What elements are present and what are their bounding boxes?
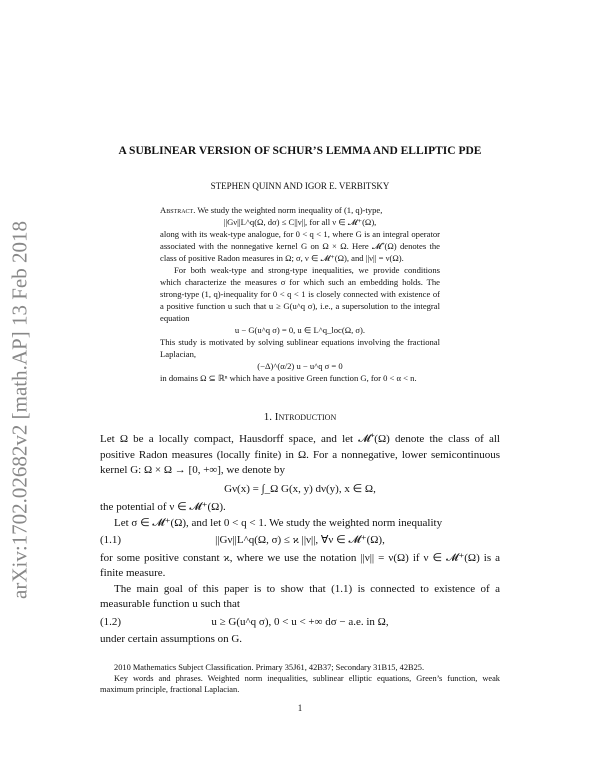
authors: STEPHEN QUINN AND IGOR E. VERBITSKY xyxy=(210,181,390,191)
abstract-eq2: u − G(u^q σ) = 0, u ∈ L^q_loc(Ω, σ). xyxy=(234,325,366,335)
abstract-label: Abstract. xyxy=(160,205,196,215)
abstract-p4: This study is motivated by solving sublinear equations involving the fractional Laplacian, xyxy=(160,337,440,359)
body-p6: under certain assumptions on G. xyxy=(100,633,243,645)
paper-title: A SUBLINEAR VERSION OF SCHUR’S LEMMA AND ELLIPTIC PDE xyxy=(118,145,482,157)
potential-equation: Gν(x) = ∫_Ω G(x, y) dν(y), x ∈ Ω, xyxy=(224,482,376,495)
body-p1: Let Ω be a locally compact, Hausdorff space, and let 𝓜⁺(Ω) denote the class of all positive Radon measures (locally finite) in Ω. For a nonnegative, lower semicontinuous kernel G: Ω × Ω → [0, +∞], we denote by xyxy=(100,433,500,476)
abstract-eq1: ||Gν||L^q(Ω, dσ) ≤ C||ν||, for all ν ∈ 𝓜⁺(Ω), xyxy=(223,217,377,227)
body-p4: for some positive constant ϰ, where we use the notation ||ν|| = ν(Ω) if ν ∈ 𝓜⁺(Ω) is a finite measure. xyxy=(100,551,500,579)
equation-number: (1.2) xyxy=(100,615,122,628)
section-heading: 1. Introduction xyxy=(263,411,337,423)
body-text xyxy=(100,432,500,648)
body-p2: the potential of ν ∈ 𝓜⁺(Ω). xyxy=(100,501,226,513)
abstract-p1: We study the weighted norm inequality of (1, q)-type, xyxy=(197,205,383,215)
equation-number: (1.1) xyxy=(100,534,122,546)
abstract xyxy=(160,204,440,384)
footnote-msc: 2010 Mathematics Subject Classification. Primary 35J61, 42B37; Secondary 31B15, 42B25. xyxy=(114,662,425,672)
equation-1-2 xyxy=(100,615,500,631)
equation: ||Gν||L^q(Ω, σ) ≤ ϰ ||ν||, ∀ν ∈ 𝓜⁺(Ω), xyxy=(215,534,385,546)
footnote-keywords: Key words and phrases. Weighted norm inequalities, sublinear elliptic equations, Green’s function, weak maximum principle, fractional Laplacian. xyxy=(100,673,500,694)
arxiv-stamp xyxy=(0,170,40,650)
body-p5: The main goal of this paper is to show that (1.1) is connected to existence of a measurable function u such that xyxy=(100,582,500,610)
abstract-p2: along with its weak-type analogue, for 0 < q < 1, where G is an integral operator associated with the nonnegative kernel G on Ω × Ω. Here 𝓜⁺(Ω) denotes the class of positive Radon measures in Ω; σ, ν ∈ 𝓜⁺(Ω), and ||ν|| = ν(Ω). xyxy=(160,229,440,263)
body-p3: Let σ ∈ 𝓜⁺(Ω), and let 0 < q < 1. We study the weighted norm inequality xyxy=(114,516,443,529)
page-number: 1 xyxy=(297,702,303,713)
equation: u ≥ G(u^q σ), 0 < u < +∞ dσ − a.e. in Ω, xyxy=(211,615,389,628)
equation-1-1 xyxy=(100,533,500,549)
arxiv-id: arXiv:1702.02682v2 [math.AP] 13 Feb 2018 xyxy=(7,221,32,599)
abstract-eq3: (−Δ)^(α/2) u − u^q σ = 0 xyxy=(257,361,343,371)
abstract-p5: in domains Ω ⊆ ℝⁿ which have a positive Green function G, for 0 < α < n. xyxy=(160,373,417,383)
footnotes xyxy=(100,662,500,695)
abstract-p3: For both weak-type and strong-type inequalities, we provide conditions which characterize the measures σ for which such an embedding holds. The strong-type (1, q)-inequality for 0 < q < 1 is closely connected with existence of a positive function u such that u ≥ G(u^q σ), i.e., a supersolution to the integral equation xyxy=(160,265,440,323)
